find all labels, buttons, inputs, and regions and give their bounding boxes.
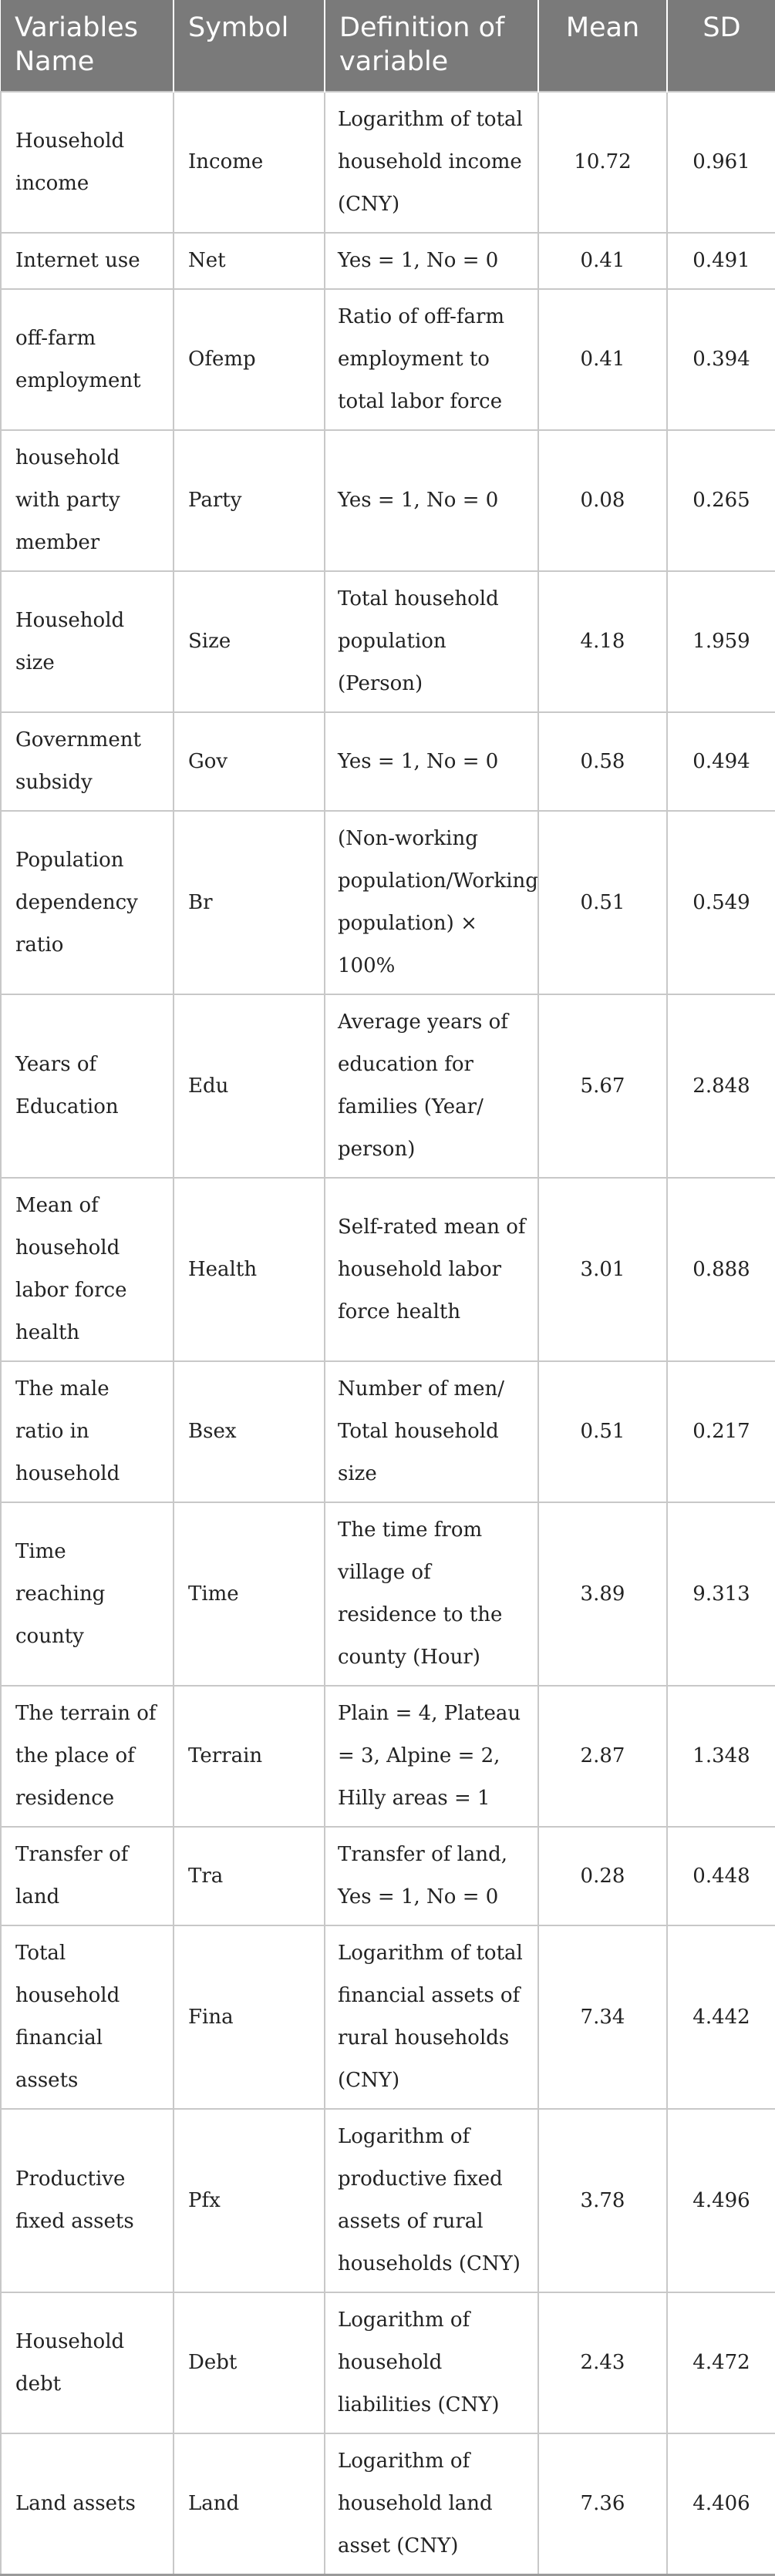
table-row <box>1 1178 775 1361</box>
cell-symbol: Income <box>174 92 325 233</box>
cell-variable-name: Total household financial assets <box>1 1925 174 2109</box>
cell-definition: Logarithm of household liabilities (CNY) <box>325 2292 538 2433</box>
cell-variable-name: Transfer of land <box>1 1827 174 1925</box>
cell-sd: 0.394 <box>667 289 775 430</box>
cell-variable-name: Mean of household labor force health <box>1 1178 174 1361</box>
table-header <box>1 0 775 92</box>
table-row <box>1 2109 775 2292</box>
cell-definition: (Non-working population/Working population) × 100% <box>325 811 538 994</box>
cell-definition: Yes = 1, No = 0 <box>325 430 538 571</box>
table-row <box>1 811 775 994</box>
cell-symbol: Net <box>174 233 325 289</box>
cell-variable-name: Government subsidy <box>1 712 174 811</box>
cell-mean: 0.28 <box>538 1827 667 1925</box>
table-row <box>1 712 775 811</box>
cell-symbol: Gov <box>174 712 325 811</box>
cell-variable-name: Internet use <box>1 233 174 289</box>
header-definition: Definition of variable <box>325 0 538 92</box>
cell-symbol: Party <box>174 430 325 571</box>
cell-sd: 0.888 <box>667 1178 775 1361</box>
table-row <box>1 233 775 289</box>
cell-definition: Plain = 4, Plateau = 3, Alpine = 2, Hilly areas = 1 <box>325 1686 538 1827</box>
cell-variable-name: household with party member <box>1 430 174 571</box>
cell-definition: The time from village of residence to the county (Hour) <box>325 1502 538 1686</box>
cell-symbol: Ofemp <box>174 289 325 430</box>
cell-sd: 4.442 <box>667 1925 775 2109</box>
header-row <box>1 0 775 92</box>
table-body <box>1 92 775 2575</box>
cell-definition: Yes = 1, No = 0 <box>325 233 538 289</box>
table-row <box>1 1686 775 1827</box>
cell-variable-name: Household income <box>1 92 174 233</box>
cell-sd: 4.406 <box>667 2433 775 2575</box>
table-row <box>1 430 775 571</box>
cell-variable-name: off-farm employment <box>1 289 174 430</box>
cell-mean: 2.43 <box>538 2292 667 2433</box>
cell-mean: 3.01 <box>538 1178 667 1361</box>
cell-sd: 0.265 <box>667 430 775 571</box>
cell-mean: 0.08 <box>538 430 667 571</box>
cell-mean: 0.41 <box>538 289 667 430</box>
header-variables-name: Variables Name <box>1 0 174 92</box>
cell-variable-name: Population dependency ratio <box>1 811 174 994</box>
cell-mean: 2.87 <box>538 1686 667 1827</box>
cell-symbol: Edu <box>174 994 325 1178</box>
cell-symbol: Size <box>174 571 325 712</box>
cell-symbol: Pfx <box>174 2109 325 2292</box>
header-symbol: Symbol <box>174 0 325 92</box>
table-row <box>1 1502 775 1686</box>
header-mean: Mean <box>538 0 667 92</box>
cell-variable-name: The male ratio in household <box>1 1361 174 1502</box>
cell-definition: Yes = 1, No = 0 <box>325 712 538 811</box>
cell-mean: 7.34 <box>538 1925 667 2109</box>
cell-mean: 0.51 <box>538 811 667 994</box>
cell-mean: 5.67 <box>538 994 667 1178</box>
cell-sd: 1.348 <box>667 1686 775 1827</box>
cell-symbol: Fina <box>174 1925 325 2109</box>
cell-mean: 10.72 <box>538 92 667 233</box>
table-row <box>1 92 775 233</box>
cell-variable-name: Productive fixed assets <box>1 2109 174 2292</box>
table-row <box>1 571 775 712</box>
cell-symbol: Land <box>174 2433 325 2575</box>
table-row <box>1 1925 775 2109</box>
cell-definition: Logarithm of total household income (CNY) <box>325 92 538 233</box>
table-row <box>1 1827 775 1925</box>
table-row <box>1 289 775 430</box>
cell-sd: 9.313 <box>667 1502 775 1686</box>
cell-sd: 0.961 <box>667 92 775 233</box>
cell-mean: 3.78 <box>538 2109 667 2292</box>
cell-mean: 0.58 <box>538 712 667 811</box>
cell-variable-name: Household debt <box>1 2292 174 2433</box>
cell-mean: 3.89 <box>538 1502 667 1686</box>
cell-variable-name: Household size <box>1 571 174 712</box>
cell-symbol: Time <box>174 1502 325 1686</box>
cell-definition: Logarithm of household land asset (CNY) <box>325 2433 538 2575</box>
cell-sd: 1.959 <box>667 571 775 712</box>
cell-symbol: Bsex <box>174 1361 325 1502</box>
cell-variable-name: Land assets <box>1 2433 174 2575</box>
cell-definition: Transfer of land, Yes = 1, No = 0 <box>325 1827 538 1925</box>
cell-symbol: Br <box>174 811 325 994</box>
cell-definition: Number of men/ Total household size <box>325 1361 538 1502</box>
cell-sd: 4.496 <box>667 2109 775 2292</box>
cell-variable-name: Years of Education <box>1 994 174 1178</box>
cell-definition: Self-rated mean of household labor force health <box>325 1178 538 1361</box>
header-sd: SD <box>667 0 775 92</box>
cell-definition: Total household population (Person) <box>325 571 538 712</box>
cell-variable-name: The terrain of the place of residence <box>1 1686 174 1827</box>
cell-mean: 0.41 <box>538 233 667 289</box>
cell-sd: 4.472 <box>667 2292 775 2433</box>
cell-sd: 0.491 <box>667 233 775 289</box>
cell-sd: 0.217 <box>667 1361 775 1502</box>
cell-sd: 0.494 <box>667 712 775 811</box>
cell-symbol: Terrain <box>174 1686 325 1827</box>
cell-definition: Logarithm of productive fixed assets of rural households (CNY) <box>325 2109 538 2292</box>
cell-symbol: Health <box>174 1178 325 1361</box>
table-row <box>1 2433 775 2575</box>
table-row <box>1 2292 775 2433</box>
cell-definition: Average years of education for families (Year/ person) <box>325 994 538 1178</box>
cell-mean: 4.18 <box>538 571 667 712</box>
cell-mean: 0.51 <box>538 1361 667 1502</box>
table-row <box>1 994 775 1178</box>
cell-symbol: Debt <box>174 2292 325 2433</box>
cell-sd: 0.448 <box>667 1827 775 1925</box>
cell-sd: 0.549 <box>667 811 775 994</box>
table-row <box>1 1361 775 1502</box>
cell-symbol: Tra <box>174 1827 325 1925</box>
cell-sd: 2.848 <box>667 994 775 1178</box>
cell-variable-name: Time reaching county <box>1 1502 174 1686</box>
cell-definition: Ratio of off-farm employment to total labor force <box>325 289 538 430</box>
cell-mean: 7.36 <box>538 2433 667 2575</box>
cell-definition: Logarithm of total financial assets of rural households (CNY) <box>325 1925 538 2109</box>
